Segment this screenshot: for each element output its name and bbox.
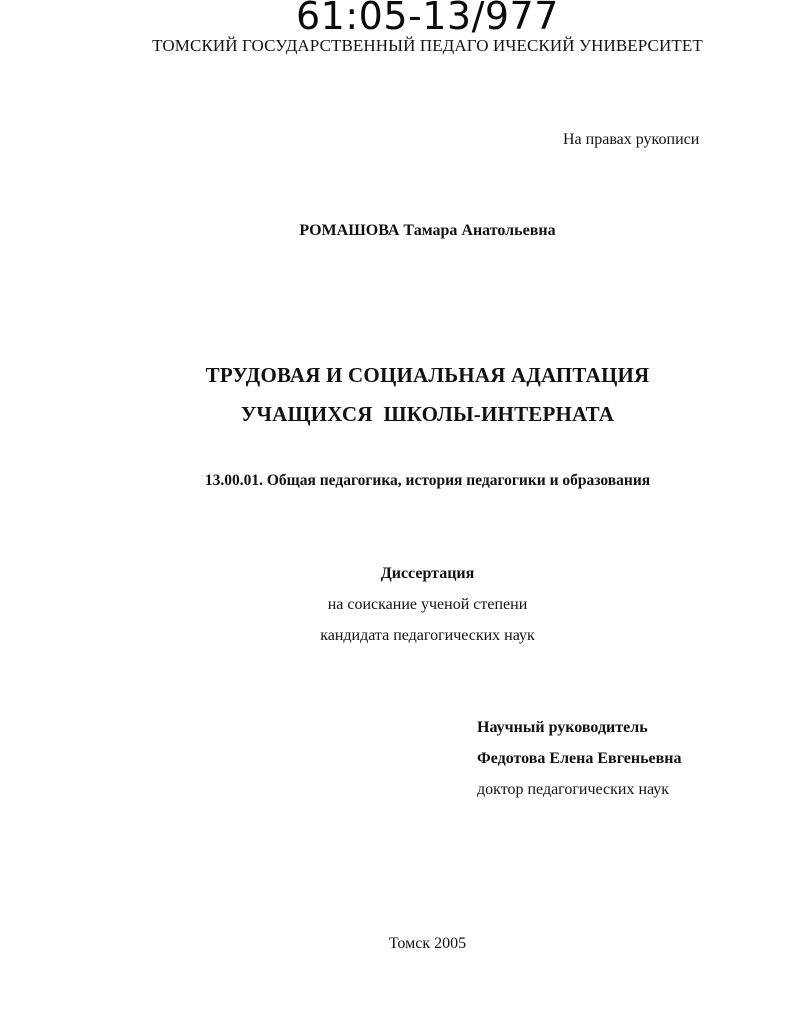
degree-line-1: на соискание ученой степени [327,596,528,613]
advisor-name: Федотова Елена Евгеньевна [477,750,682,767]
author-given-names: Тамара Анатольевна [403,222,556,239]
specialty-code: 13.00.01. Общая педагогика, история педагогики и образования [204,472,651,489]
advisor-degree: доктор педагогических наук [477,781,670,798]
document-type: Диссертация [380,565,475,582]
degree-line-2: кандидата педагогических наук [320,627,535,644]
author-name [0,221,799,241]
place-and-year: Томск 2005 [388,935,467,952]
rights-note: На правах рукописи [563,131,700,148]
dissertation-title-line-2: УЧАЩИХСЯ ШКОЛЫ-ИНТЕРНАТА [240,402,615,426]
author-surname: РОМАШОВА [299,222,400,239]
advisor-label: Научный руководитель [477,719,648,736]
catalog-number: 61:05-13/977 [296,0,559,38]
university-name: ТОМСКИЙ ГОСУДАРСТВЕННЫЙ ПЕДАГО ИЧЕСКИЙ УНИВЕРСИТЕТ [152,36,703,55]
dissertation-title-line-1: ТРУДОВАЯ И СОЦИАЛЬНАЯ АДАПТАЦИЯ [205,363,650,387]
